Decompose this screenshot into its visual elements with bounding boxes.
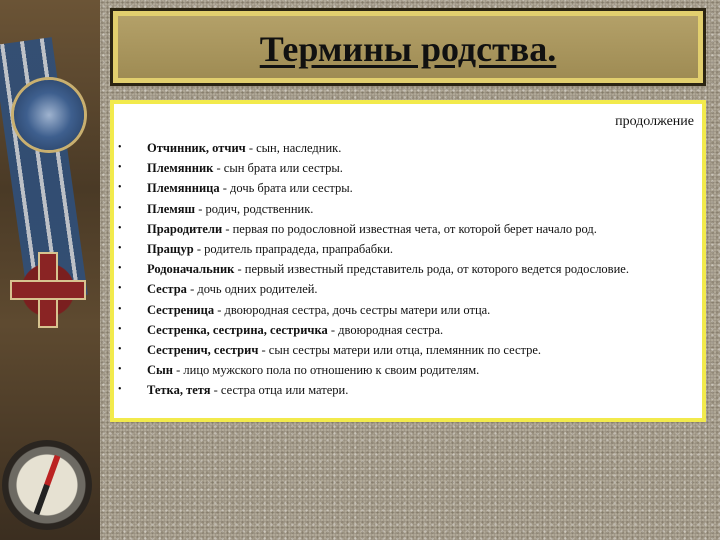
terms-panel <box>110 100 706 422</box>
bullet-icon: • <box>118 142 122 153</box>
term-word: Прародители <box>147 221 223 236</box>
continued-label: продолжение <box>615 114 694 129</box>
term-row <box>114 199 702 219</box>
terms-list <box>114 138 702 400</box>
term-definition: - сын, наследник. <box>245 141 342 155</box>
bullet-icon: • <box>118 222 122 234</box>
term-row <box>114 279 702 299</box>
bullet-icon: • <box>118 202 122 214</box>
term-entry <box>147 158 343 178</box>
term-entry <box>147 380 348 400</box>
term-entry <box>147 320 443 340</box>
term-definition: - сестра отца или матери. <box>210 383 349 398</box>
term-word: Родоначальник <box>147 262 235 277</box>
decorative-photo-strip <box>0 0 100 540</box>
term-word: Сестренка, сестрина, сестричка <box>147 322 328 337</box>
term-definition: - родитель прапрадеда, прапрабабки. <box>193 241 394 256</box>
term-entry <box>147 199 313 219</box>
term-definition: - первый известный представитель рода, от которого ведется родословие. <box>234 262 629 277</box>
term-entry <box>147 360 479 380</box>
term-row <box>114 219 702 239</box>
term-definition: - сын брата или сестры. <box>213 161 343 176</box>
term-entry <box>147 259 629 279</box>
term-definition: - лицо мужского пола по отношению к своим родителям. <box>173 363 480 378</box>
term-entry <box>147 239 393 259</box>
bullet-icon: • <box>118 182 122 194</box>
term-definition: - первая по родословной известная чета, от которой берет начало род. <box>222 221 597 236</box>
term-word: Тетка, тетя <box>147 383 211 398</box>
title-banner <box>110 8 706 86</box>
term-word: Сын <box>147 363 173 378</box>
term-row <box>114 360 702 380</box>
term-definition: - дочь брата или сестры. <box>219 181 353 196</box>
term-word: Племянница <box>147 181 220 196</box>
term-word: Племянник <box>147 161 214 176</box>
term-entry <box>147 279 318 299</box>
term-word: Отчинник, отчич <box>147 141 246 155</box>
term-word: Сестра <box>147 282 187 297</box>
bullet-icon: • <box>118 303 122 315</box>
term-definition: - двоюродная сестра. <box>327 322 444 337</box>
term-row <box>114 178 702 198</box>
term-word: Сестреница <box>147 302 215 317</box>
bullet-icon: • <box>118 323 122 335</box>
term-row <box>114 380 702 400</box>
term-row <box>114 340 702 360</box>
term-entry <box>147 300 490 320</box>
term-row <box>114 259 702 279</box>
term-row <box>114 239 702 259</box>
slide-title: Термины родства. <box>259 29 557 69</box>
term-entry <box>147 340 541 360</box>
term-row <box>114 138 702 158</box>
bullet-icon: • <box>118 263 122 275</box>
term-definition: - сын сестры матери или отца, племянник по сестре. <box>258 342 542 357</box>
term-entry <box>147 138 341 158</box>
bullet-icon: • <box>118 343 122 355</box>
term-row <box>114 320 702 340</box>
bullet-icon: • <box>118 364 122 376</box>
term-definition: - родич, родственник. <box>195 201 314 216</box>
term-definition: - дочь одних родителей. <box>186 282 318 297</box>
bullet-icon: • <box>118 283 122 295</box>
bullet-icon: • <box>118 162 122 174</box>
term-entry <box>147 219 597 239</box>
bullet-icon: • <box>118 384 122 396</box>
bullet-icon: • <box>118 242 122 254</box>
term-word: Пращур <box>147 241 194 256</box>
term-word: Сестренич, сестрич <box>147 342 259 357</box>
term-word: Племяш <box>147 201 196 216</box>
cross-order-image <box>8 250 88 330</box>
term-definition: - двоюродная сестра, дочь сестры матери или отца. <box>214 302 491 317</box>
compass-image <box>2 440 92 530</box>
term-row <box>114 158 702 178</box>
medal-rosette-image <box>14 80 84 150</box>
term-entry <box>147 178 353 198</box>
term-row <box>114 300 702 320</box>
